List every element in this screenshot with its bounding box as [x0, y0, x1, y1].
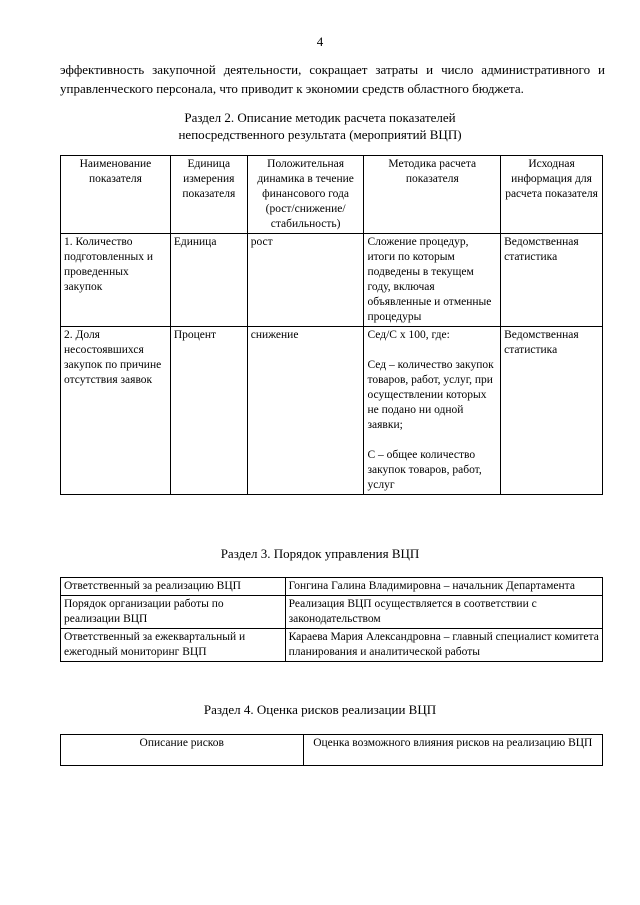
indicator-name: 2. Доля несостоявшихся закупок по причине отсутствия заявок [61, 327, 171, 495]
indicator-unit: Процент [170, 327, 247, 495]
management-value: Реализация ВЦП осуществляется в соответствии с законодательством [285, 596, 602, 629]
section2-title-line2: непосредственного результата (мероприятий ВЦП) [178, 127, 462, 142]
table-row [61, 327, 603, 495]
header-cell: Единица измерения показателя [170, 156, 247, 234]
method-text: Сложение процедур, итоги по которым подведены в текущем году, включая объявленные и отменные процедуры [367, 236, 492, 323]
indicator-name: 1. Количество подготовленных и проведенных закупок [61, 234, 171, 327]
page-number: 4 [316, 34, 324, 49]
management-value: Караева Мария Александровна – главный специалист комитета планирования и аналитической работы [285, 629, 602, 662]
section3-title: Раздел 3. Порядок управления ВЦП [220, 546, 420, 561]
table-row [61, 234, 603, 327]
section2-title [0, 109, 640, 143]
indicator-dynamics: снижение [247, 327, 364, 495]
table-row [61, 596, 603, 629]
method-definition: С – общее количество закупок товаров, работ, услуг [367, 449, 482, 491]
indicator-source: Ведомственная статистика [501, 234, 603, 327]
section4-title: Раздел 4. Оценка рисков реализации ВЦП [203, 702, 437, 717]
risks-table [60, 734, 603, 766]
header-cell: Методика расчета показателя [364, 156, 501, 234]
indicator-method [364, 234, 501, 327]
intro-paragraph: эффективность закупочной деятельности, сокращает затраты и число административного и управленческого персонала, что приводит к экономии средств областного бюджета. [60, 62, 605, 96]
indicators-table [60, 155, 603, 495]
table-row [61, 578, 603, 596]
header-cell: Положительная динамика в течение финансового года (рост/снижение/ стабильность) [247, 156, 364, 234]
table-header-row [61, 156, 603, 234]
indicator-dynamics: рост [247, 234, 364, 327]
indicator-method [364, 327, 501, 495]
indicator-source: Ведомственная статистика [501, 327, 603, 495]
management-label: Ответственный за ежеквартальный и ежегодный мониторинг ВЦП [61, 629, 286, 662]
header-cell: Исходная информация для расчета показателя [501, 156, 603, 234]
header-cell: Описание рисков [61, 735, 304, 766]
header-cell: Наименование показателя [61, 156, 171, 234]
header-cell: Оценка возможного влияния рисков на реализацию ВЦП [303, 735, 602, 766]
table-header-row [61, 735, 603, 766]
method-definition: Сед – количество закупок товаров, работ, услуг, при осуществлении которых не подано ни одной заявки; [367, 359, 494, 431]
method-formula: Сед/С х 100, где: [367, 329, 450, 341]
management-label: Порядок организации работы по реализации ВЦП [61, 596, 286, 629]
indicator-unit: Единица [170, 234, 247, 327]
management-value: Гонгина Галина Владимировна – начальник Департамента [285, 578, 602, 596]
management-table [60, 577, 603, 662]
table-row [61, 629, 603, 662]
section2-title-line1: Раздел 2. Описание методик расчета показателей [184, 110, 456, 125]
management-label: Ответственный за реализацию ВЦП [61, 578, 286, 596]
